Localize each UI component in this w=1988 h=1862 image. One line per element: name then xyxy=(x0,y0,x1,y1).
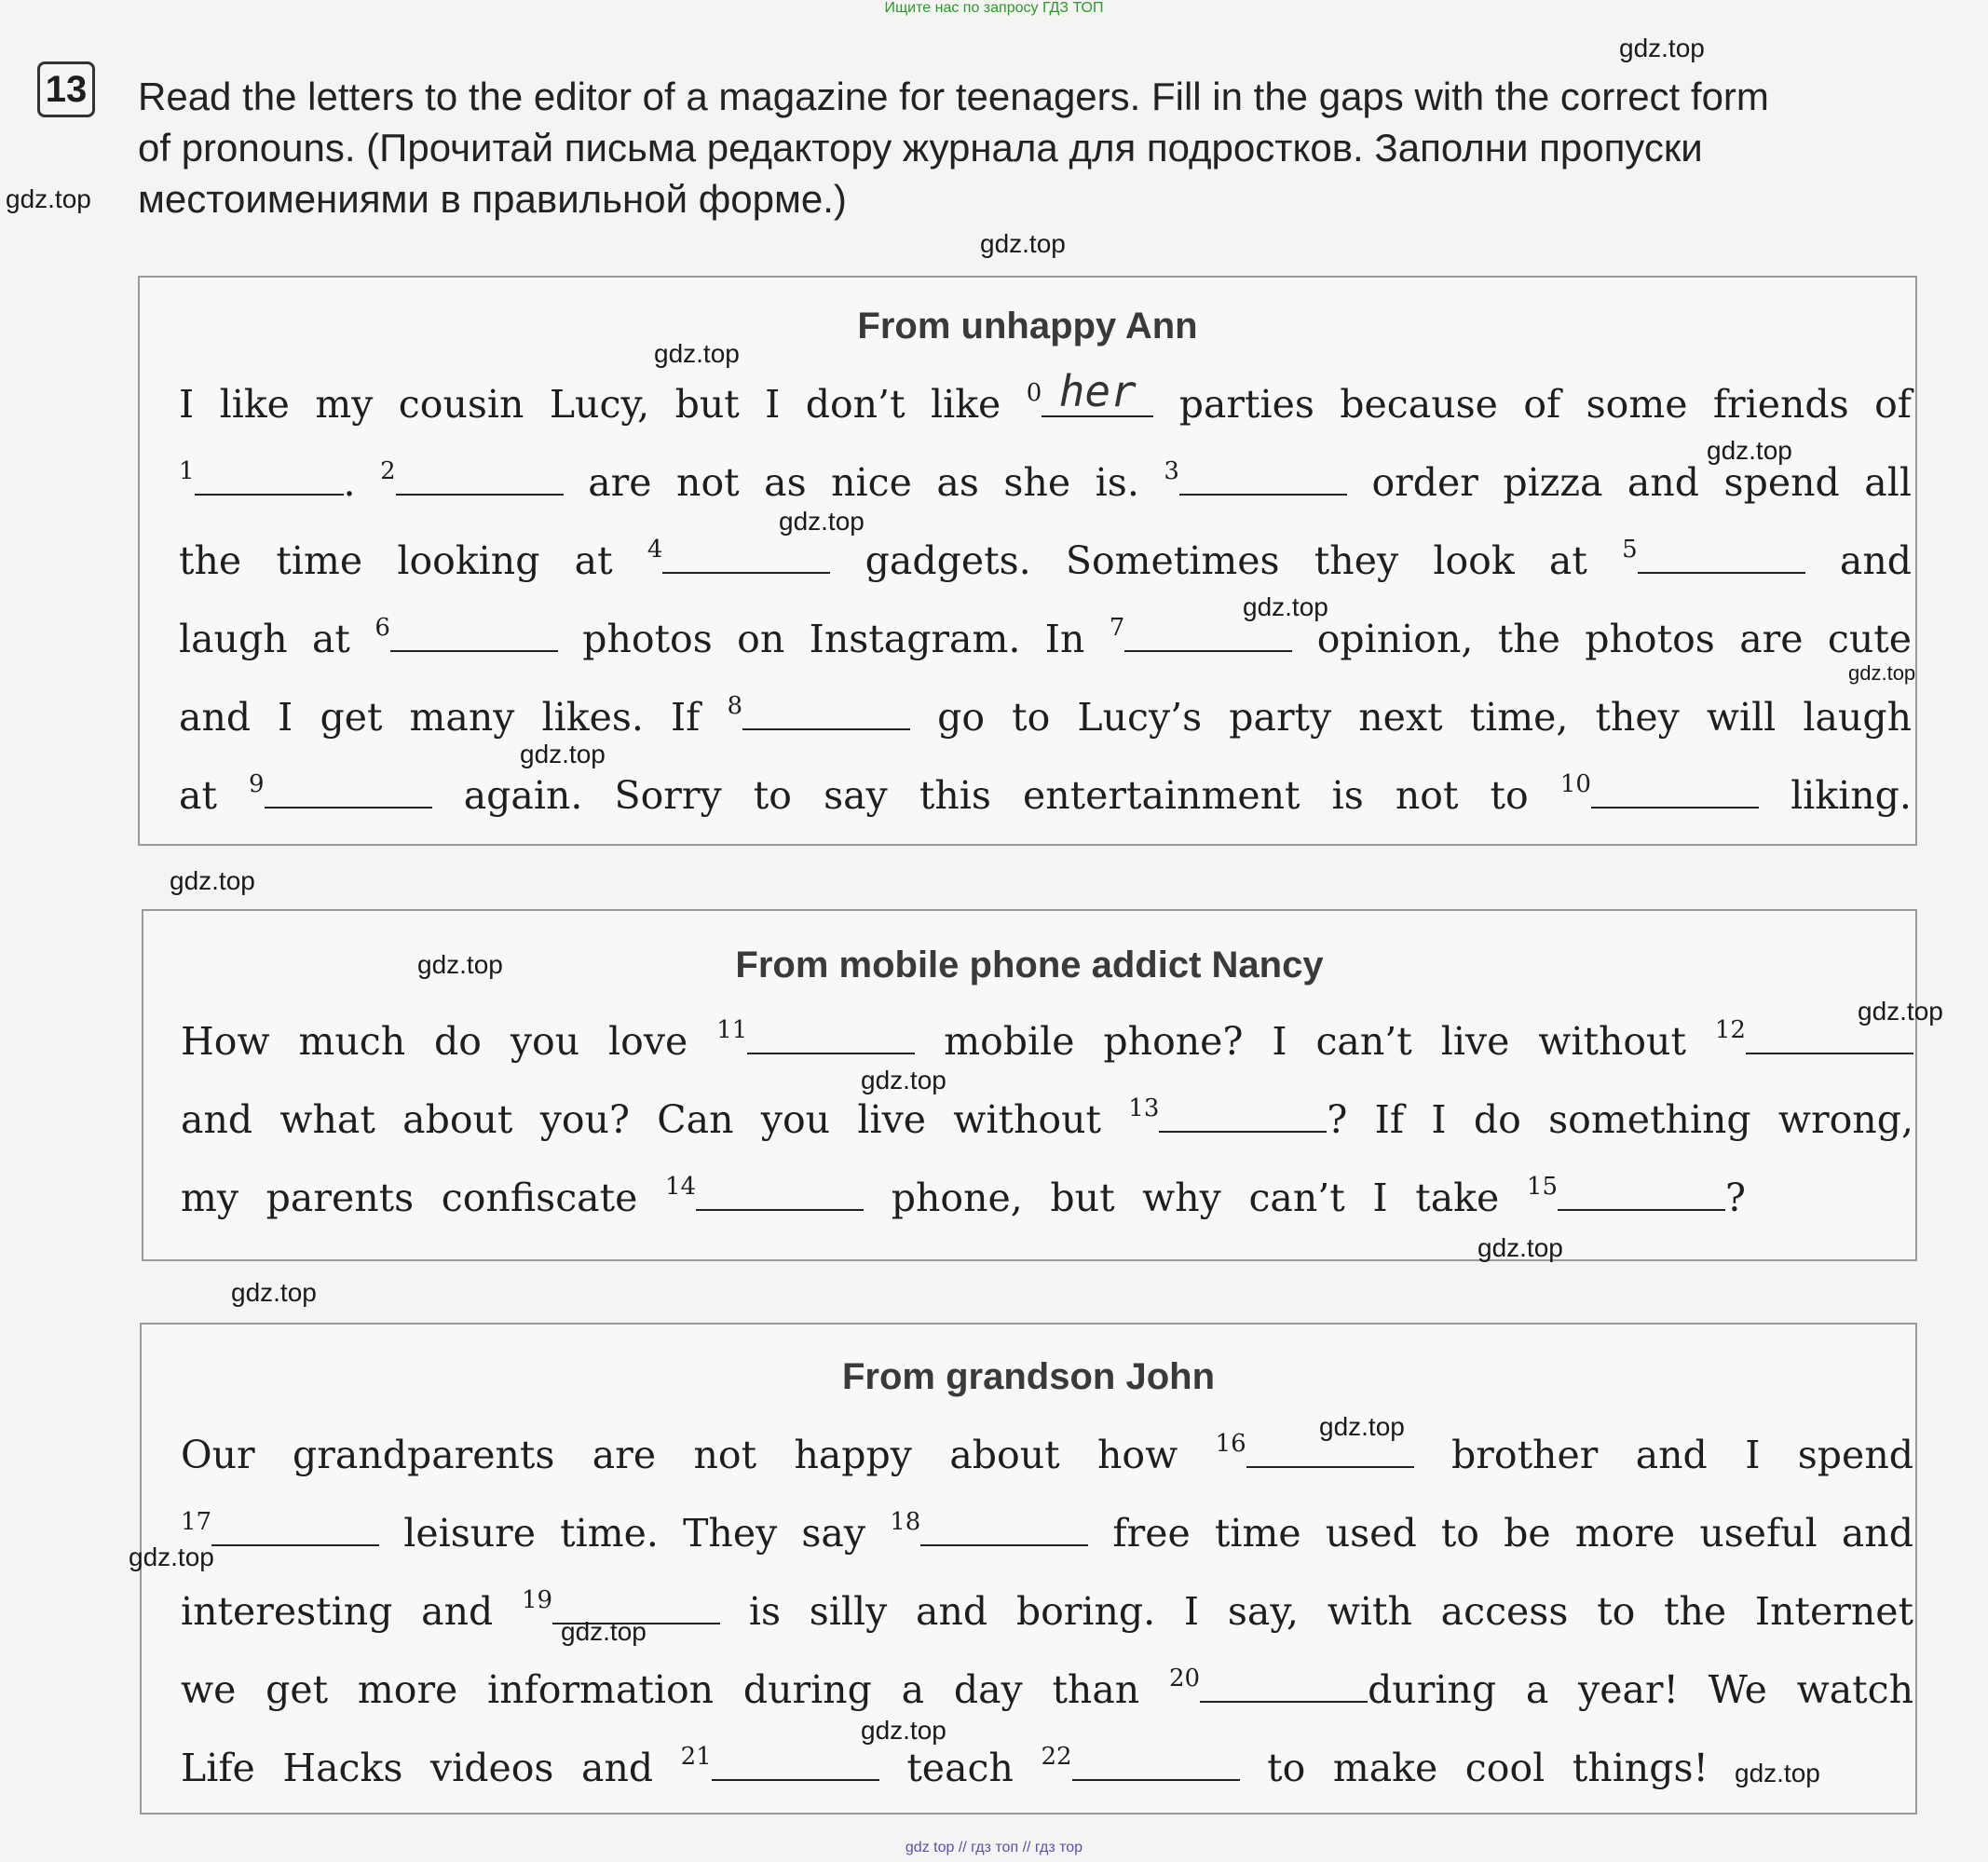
gap-11[interactable] xyxy=(747,1013,915,1054)
text-line: interesting and $^{19}$ is silly and boring. I say, with access to the Internet xyxy=(181,1583,1913,1639)
watermark: gdz.top xyxy=(520,740,606,768)
text-line: Life Hacks videos and $^{21}$ teach $^{22}$ to make cool things! xyxy=(181,1740,1709,1796)
watermark: gdz.top xyxy=(170,866,255,895)
gap-10[interactable] xyxy=(1591,768,1759,809)
gap-13[interactable] xyxy=(1159,1092,1327,1133)
watermark: gdz.top xyxy=(654,339,740,368)
gap-18[interactable] xyxy=(920,1505,1088,1546)
watermark: gdz.top xyxy=(779,507,865,536)
instruction-line: of pronouns. (Прочитай письма редактору журнала для подростков. Заполни пропуски xyxy=(138,126,1703,170)
watermark: gdz.top xyxy=(1477,1233,1563,1262)
letter-title: From mobile phone addict Nancy xyxy=(735,945,1324,985)
instruction-line: Read the letters to the editor of a magazine for teenagers. Fill in the gaps with the correct form xyxy=(138,75,1769,118)
watermark: gdz.top xyxy=(1619,34,1705,62)
gap-20[interactable] xyxy=(1200,1662,1368,1703)
watermark: gdz.top xyxy=(417,950,503,979)
watermark: gdz.top xyxy=(1243,592,1328,621)
gap-9[interactable] xyxy=(265,768,432,809)
text-line: and what about you? Can you live without $^{13}$ ? If I do something wrong, xyxy=(181,1092,1913,1148)
text-line: $^1$ . $^2$ are not as nice as she is. $^3$ order pizza and spend all xyxy=(179,455,1912,510)
gap-2[interactable] xyxy=(396,455,564,496)
letter-box-ann xyxy=(138,276,1917,846)
task-number: 13 xyxy=(37,61,95,117)
gap-5[interactable] xyxy=(1638,533,1805,574)
gap-15[interactable] xyxy=(1558,1170,1725,1211)
text-line: laugh at $^6$ photos on Instagram. In $^7$ opinion, the photos are cute xyxy=(179,611,1912,667)
handwritten-answer: her xyxy=(1058,366,1137,416)
gap-3[interactable] xyxy=(1179,455,1347,496)
watermark: gdz.top xyxy=(1707,436,1792,465)
instruction-line: местоимениями в правильной форме.) xyxy=(138,177,847,221)
text-line: at $^9$ again. Sorry to say this entertainment is not to $^{10}$ liking. xyxy=(179,768,1912,823)
text-line: I like my cousin Lucy, but I don’t like $^0$ her parties because of some friends of xyxy=(179,376,1912,432)
gap-6[interactable] xyxy=(390,611,558,652)
watermark: gdz.top xyxy=(129,1543,214,1571)
text-line: Our grandparents are not happy about how $^{16}$ brother and I spend xyxy=(181,1427,1913,1483)
letter-title: From unhappy Ann xyxy=(857,306,1198,347)
gap-14[interactable] xyxy=(696,1170,864,1211)
text-line: the time looking at $^4$ gadgets. Sometimes they look at $^5$ and xyxy=(179,533,1912,589)
task-instruction xyxy=(138,71,1954,224)
watermark: gdz.top xyxy=(1319,1412,1405,1441)
gap-8[interactable] xyxy=(742,689,910,730)
gap-0-answer[interactable] xyxy=(1042,366,1153,417)
watermark: gdz.top xyxy=(1848,661,1916,685)
gap-21[interactable] xyxy=(712,1740,879,1781)
letter-title: From grandson John xyxy=(842,1356,1215,1397)
gap-4[interactable] xyxy=(662,533,830,574)
watermark: gdz.top xyxy=(231,1278,317,1307)
gap-1[interactable] xyxy=(195,455,344,496)
bottom-banner-links[interactable]: gdz top // гдз топ // гдз тор xyxy=(905,1840,1083,1855)
watermark: gdz.top xyxy=(6,184,91,213)
watermark: gdz.top xyxy=(861,1066,946,1094)
text-line: and I get many likes. If $^8$ go to Lucy’s party next time, they will laugh xyxy=(179,689,1912,745)
letter-box-john xyxy=(140,1323,1917,1814)
text-line: we get more information during a day than $^{20}$ during a year! We watch xyxy=(181,1662,1913,1718)
watermark: gdz.top xyxy=(980,229,1066,258)
gap-22[interactable] xyxy=(1072,1740,1240,1781)
letter-box-nancy xyxy=(142,909,1917,1261)
watermark: gdz.top xyxy=(561,1617,647,1646)
text-line: $^{17}$ leisure time. They say $^{18}$ free time used to be more useful and xyxy=(181,1505,1913,1561)
watermark: gdz.top xyxy=(861,1716,946,1745)
watermark: gdz.top xyxy=(1858,997,1943,1026)
watermark: gdz.top xyxy=(1735,1759,1820,1787)
text-line: How much do you love $^{11}$ mobile phone? I can’t live without $^{12}$ xyxy=(181,1013,1913,1069)
top-banner[interactable]: Ищите нас по запросу ГДЗ ТОП xyxy=(884,0,1104,16)
text-line: my parents confiscate $^{14}$ phone, but why can’t I take $^{15}$ ? xyxy=(181,1170,1746,1226)
gap-17[interactable] xyxy=(211,1505,379,1546)
